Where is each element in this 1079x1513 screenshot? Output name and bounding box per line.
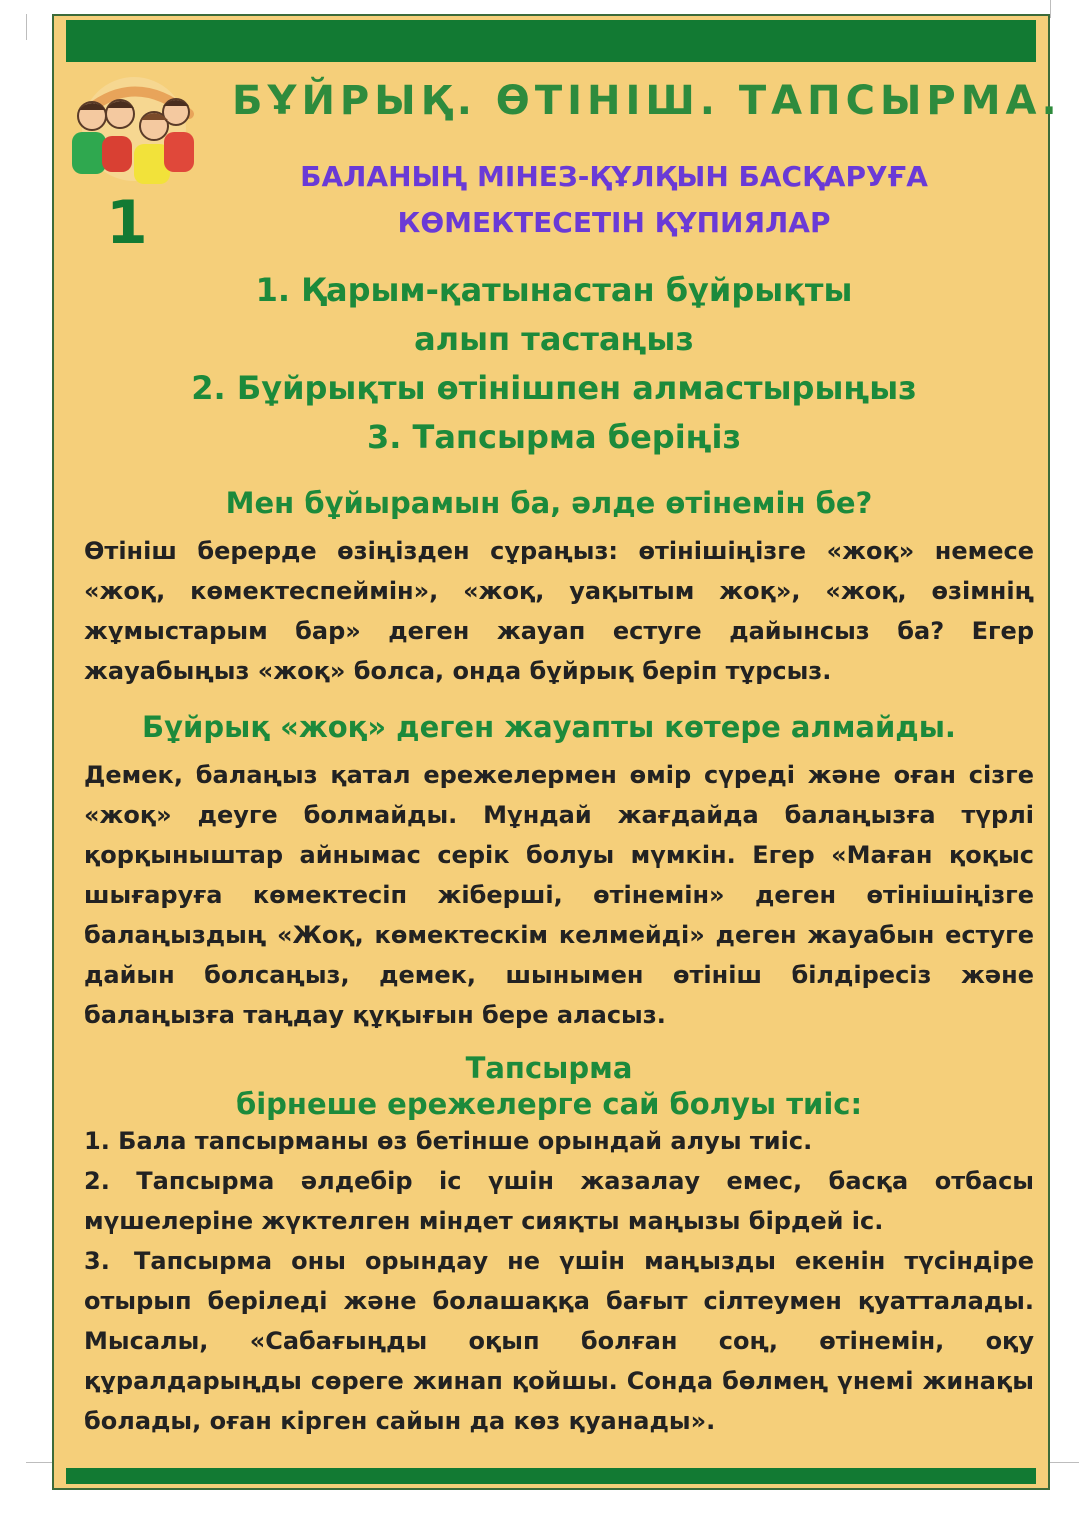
- section-heading: [84, 1050, 1014, 1122]
- poster: [52, 14, 1062, 1490]
- subtitle-line: БАЛАНЫҢ МІНЕЗ-ҚҰЛҚЫН БАСҚАРУҒА: [300, 160, 928, 193]
- bottom-bar: [66, 1468, 1036, 1484]
- section-text: Демек, балаңыз қатал ережелермен өмір сүреді және оған сізге «жоқ» деуге болмайды. Мұндай жағдайда балаңызға түрлі қорқыныштар айнымас серік болуы мүмкін. Егер «Маған қоқыс шығаруға көмектесіп жіберші, өтінемін» деген өтінішіңізге балаңыздың «Жоқ, көмектескім келмейді» деген жауабын естуге дайын болсаңыз, демек, шынымен өтініш білдіресіз және балаңызға таңдау құқығын бере аласыз.: [84, 761, 1034, 1029]
- subtitle-line: КӨМЕКТЕСЕТІН ҚҰПИЯЛАР: [397, 206, 831, 239]
- children-hugging-icon: [64, 74, 204, 189]
- rule-text: Тапсырма оны орындау не үшін маңызды екенін түсіндіре отырып беріледі және болашаққа бағыт сілтеумен қуатталады. Мысалы, «Сабағыңды оқып болған соң, өтінемін, оқу құралдарыңды сөреге жинап қойшы. Сонда бөлмең үнемі жинақы болады, оған кірген сайын да көз қуанады».: [84, 1247, 1034, 1435]
- rule-number: 3.: [84, 1247, 110, 1275]
- list-item: 1. Бала тапсырманы өз бетінше орындай алуы тиіс.: [84, 1127, 813, 1155]
- section-heading: Бұйрық «жоқ» деген жауапты көтере алмайды.: [142, 710, 956, 744]
- crop-mark: [1050, 0, 1051, 18]
- section-heading: Мен бұйырамын ба, әлде өтінемін бе?: [225, 486, 873, 520]
- heading-line: бірнеше ережелерге сай болуы тиіс:: [235, 1087, 863, 1121]
- list-item: [84, 1241, 1034, 1441]
- secrets-list: [114, 266, 994, 462]
- section-text: Өтініш берерде өзіңізден сұраңыз: өтінішіңізге «жоқ» немесе «жоқ, көмектеспеймін», «жоқ, уақытым жоқ», «жоқ, өзімнің жұмыстарым бар» деген жауап естуге дайынсыз ба? Егер жауабыңыз «жоқ» болса, онда бұйрық беріп тұрсыз.: [84, 537, 1034, 685]
- page-title: БҰЙРЫҚ. ӨТІНІШ. ТАПСЫРМА.: [232, 78, 1062, 124]
- crop-mark: [26, 14, 27, 40]
- top-bar: [66, 20, 1036, 62]
- heading-line: Тапсырма: [465, 1051, 633, 1085]
- crop-mark: [26, 1462, 52, 1463]
- page-number: 1: [106, 188, 148, 258]
- list-item: 1. Қарым-қатынастан бұйрықты алып тастаңыз: [255, 271, 853, 358]
- list-item: 3. Тапсырма беріңіз: [366, 418, 742, 456]
- crop-mark: [1050, 1462, 1079, 1463]
- rules-list: [84, 1121, 1034, 1441]
- list-item: 2. Бұйрықты өтінішпен алмастырыңыз: [191, 369, 917, 407]
- subtitle: [234, 154, 994, 246]
- list-item: 2. Тапсырма әлдебір іс үшін жазалау емес, басқа отбасы мүшелеріне жүктелген міндет сияқты маңызы бірдей іс.: [84, 1167, 1034, 1235]
